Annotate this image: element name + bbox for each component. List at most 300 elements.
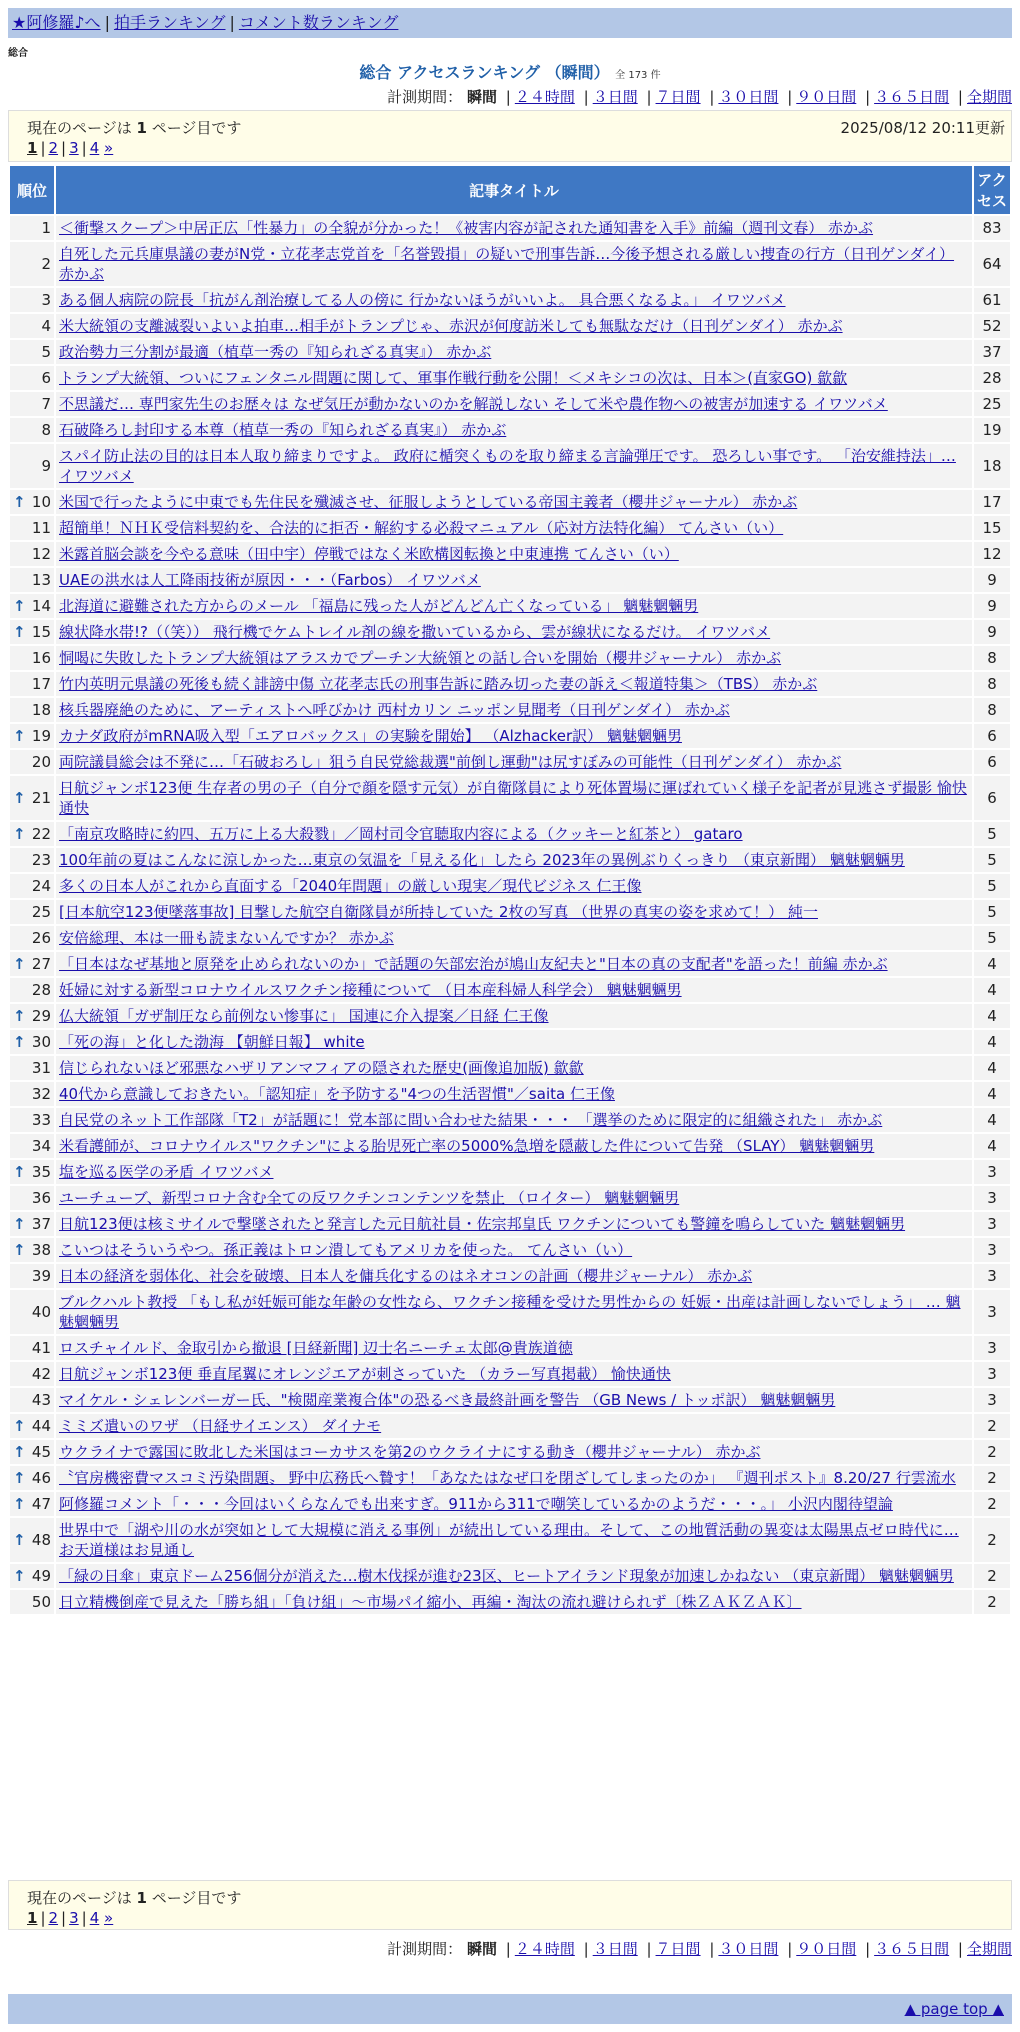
article-link[interactable]: 100年前の夏はこんなに涼しかった…東京の気温を「見える化」したら 2023年の異例ぶりくっきり （東京新聞） 魑魅魍魎男	[59, 851, 905, 869]
table-row	[10, 1186, 1010, 1210]
rank-up-icon: ↑	[13, 1531, 26, 1549]
article-link[interactable]: 信じられないほど邪悪なハザリアンマフィアの隠された歴史(画像追加版) 歙歙	[59, 1059, 584, 1077]
access-count: 5	[974, 874, 1010, 898]
article-link[interactable]: 米露首脳会談を今やる意味（田中宇）停戦ではなく米欧構図転換と中東連携 てんさい（い）	[59, 545, 679, 563]
table-row	[10, 1362, 1010, 1386]
rank-number: 41	[31, 1339, 51, 1357]
article-link[interactable]: 「緑の日傘」東京ドーム256個分が消えた…樹木伐採が進む23区、ヒートアイランド現象が加速しかねない （東京新聞） 魑魅魍魎男	[59, 1567, 954, 1585]
access-count: 4	[974, 1134, 1010, 1158]
article-link[interactable]: 「日本はなぜ基地と原発を止められないのか」で話題の矢部宏治が鳩山友紀夫と"日本の真の支配者"を語った！前編 赤かぶ	[59, 955, 888, 973]
rank-number: 33	[31, 1111, 51, 1129]
title-cell	[56, 646, 972, 670]
title-cell	[56, 750, 972, 774]
access-count: 4	[974, 1108, 1010, 1132]
period-link-24h[interactable]: ２４時間	[514, 88, 575, 106]
table-row	[10, 698, 1010, 722]
title-cell	[56, 1518, 972, 1562]
access-count: 2	[974, 1518, 1010, 1562]
access-count: 3	[974, 1336, 1010, 1360]
table-row	[10, 444, 1010, 488]
access-count: 28	[974, 366, 1010, 390]
table-row	[10, 1082, 1010, 1106]
title-cell	[56, 672, 972, 696]
table-row	[10, 1238, 1010, 1262]
rank-cell	[10, 698, 54, 722]
rank-cell	[10, 1004, 54, 1028]
period-link-30d[interactable]: ３０日間	[718, 88, 779, 106]
period-label: 計測期間：	[387, 88, 463, 106]
table-row	[10, 1414, 1010, 1438]
rank-cell	[10, 1466, 54, 1490]
table-row	[10, 1564, 1010, 1588]
rank-number: 46	[31, 1469, 51, 1487]
rank-number: 14	[31, 597, 51, 615]
article-link[interactable]: 日航ジャンボ123便 生存者の男の子（自分で顔を隠す元気）が自衛隊員により死体置場に運ばれていく様子を記者が見逃さず撮影 愉快通快	[59, 779, 967, 817]
access-count: 2	[974, 1492, 1010, 1516]
rank-number: 23	[31, 851, 51, 869]
article-link[interactable]: ＜衝撃スクープ＞中居正広「性暴力」の全貌が分かった！《被害内容が記された通知書を入手》前編（週刊文春） 赤かぶ	[59, 219, 874, 237]
rank-cell	[10, 848, 54, 872]
article-link[interactable]: 塩を巡る医学の矛盾 イワツバメ	[59, 1163, 274, 1181]
access-count: 52	[974, 314, 1010, 338]
title-cell	[56, 874, 972, 898]
table-row	[10, 1004, 1010, 1028]
rank-cell	[10, 926, 54, 950]
table-row	[10, 568, 1010, 592]
rank-cell	[10, 1564, 54, 1588]
title-cell	[56, 1336, 972, 1360]
rank-cell	[10, 1290, 54, 1334]
rank-cell	[10, 646, 54, 670]
table-row	[10, 672, 1010, 696]
rank-up-icon: ↑	[13, 1495, 26, 1513]
next-page-link[interactable]: »	[104, 139, 114, 157]
rank-cell	[10, 1492, 54, 1516]
rank-up-icon: ↑	[13, 1163, 26, 1181]
period-current: 瞬間	[466, 1940, 497, 1958]
rank-number: 8	[41, 421, 51, 439]
table-row	[10, 366, 1010, 390]
access-count: 6	[974, 724, 1010, 748]
rank-number: 24	[31, 877, 51, 895]
rank-up-icon: ↑	[13, 789, 26, 807]
rank-cell	[10, 822, 54, 846]
rank-cell	[10, 1030, 54, 1054]
access-count: 83	[974, 216, 1010, 240]
access-count: 17	[974, 490, 1010, 514]
access-count: 2	[974, 1590, 1010, 1614]
rank-cell	[10, 1186, 54, 1210]
rank-up-icon: ↑	[13, 1567, 26, 1585]
article-link[interactable]: マイケル・シェレンバーガー氏、"検閲産業複合体"の恐るべき最終計画を警告 （GB News / トッポ訳） 魑魅魍魎男	[59, 1391, 836, 1409]
article-link[interactable]: 政治勢力三分割が最適（植草一秀の『知られざる真実』） 赤かぶ	[59, 343, 492, 361]
table-row	[10, 978, 1010, 1002]
access-count: 2	[974, 1564, 1010, 1588]
table-row	[10, 952, 1010, 976]
rank-cell	[10, 978, 54, 1002]
rank-up-icon: ↑	[13, 493, 26, 511]
article-link[interactable]: 米看護師が、コロナウイルス"ワクチン"による胎児死亡率の5000%急増を隠蔽した件について告発 （SLAY） 魑魅魍魎男	[59, 1137, 875, 1155]
rank-number: 6	[41, 369, 51, 387]
table-row	[10, 490, 1010, 514]
access-count: 2	[974, 1414, 1010, 1438]
article-link[interactable]: ユーチューブ、新型コロナ含む全ての反ワクチンコンテンツを禁止 （ロイター） 魑魅魍魎男	[59, 1189, 680, 1207]
rank-number: 12	[31, 545, 51, 563]
access-count: 19	[974, 418, 1010, 442]
article-link[interactable]: ウクライナで露国に敗北した米国はコーカサスを第2のウクライナにする動き（櫻井ジャーナル） 赤かぶ	[59, 1443, 761, 1461]
access-count: 4	[974, 1082, 1010, 1106]
access-count: 9	[974, 620, 1010, 644]
title-cell	[56, 1108, 972, 1132]
rank-number: 2	[41, 255, 51, 273]
title-cell	[56, 1590, 972, 1614]
article-link[interactable]: ブルクハルト教授 「もし私が妊娠可能な年齢の女性なら、ワクチン接種を受けた男性からの 妊娠・出産は計画しないでしょう」 … 魑魅魍魎男	[59, 1293, 961, 1331]
table-row	[10, 724, 1010, 748]
title-cell	[56, 490, 972, 514]
title-cell	[56, 1186, 972, 1210]
title-cell	[56, 776, 972, 820]
article-link[interactable]: こいつはそういうやつ。孫正義はトロン潰してもアメリカを使った。 てんさい（い）	[59, 1241, 633, 1259]
rank-cell	[10, 516, 54, 540]
access-count: 8	[974, 698, 1010, 722]
updated-time: 2025/08/12 20:11更新	[840, 119, 1005, 137]
rank-cell	[10, 1362, 54, 1386]
page-links: 1 | 2 | 3 | 4 »	[27, 139, 114, 157]
period-link-90d[interactable]: ９０日間	[796, 1940, 857, 1958]
access-count: 8	[974, 646, 1010, 670]
article-link[interactable]: 石破降ろし封印する本尊（植草一秀の『知られざる真実』） 赤かぶ	[59, 421, 507, 439]
period-link-365d[interactable]: ３６５日間	[874, 88, 950, 106]
access-count: 3	[974, 1264, 1010, 1288]
article-link[interactable]: 仏大統領「ガザ制圧なら前例ない惨事に」 国連に介入提案／日経 仁王像	[59, 1007, 549, 1025]
rank-number: 11	[31, 519, 51, 537]
article-link[interactable]: 妊婦に対する新型コロナウイルスワクチン接種について （日本産科婦人科学会） 魑魅魍魎男	[59, 981, 682, 999]
rank-cell	[10, 1160, 54, 1184]
article-link[interactable]: 日航ジャンボ123便 垂直尾翼にオレンジエアが刺さっていた （カラー写真掲載） 愉快通快	[59, 1365, 671, 1383]
period-link-365d[interactable]: ３６５日間	[874, 1940, 950, 1958]
rank-number: 3	[41, 291, 51, 309]
title-cell	[56, 1264, 972, 1288]
article-link[interactable]: ミミズ遣いのワザ （日経サイエンス） ダイナモ	[59, 1417, 382, 1435]
rank-number: 45	[31, 1443, 51, 1461]
rank-number: 32	[31, 1085, 51, 1103]
rank-cell	[10, 620, 54, 644]
table-row	[10, 392, 1010, 416]
title-cell	[56, 1290, 972, 1334]
article-link[interactable]: 核兵器廃絶のために、アーティストへ呼びかけ 西村カリン ニッポン見聞考（日刊ゲンダイ） 赤かぶ	[59, 701, 730, 719]
rank-number: 15	[31, 623, 51, 641]
rank-cell	[10, 1134, 54, 1158]
period-link-7d[interactable]: ７日間	[655, 1940, 701, 1958]
article-link[interactable]: 自死した元兵庫県議の妻がN党・立花孝志党首を「名誉毀損」の疑いで刑事告訴…今後予想される厳しい捜査の行方（日刊ゲンダイ） 赤かぶ	[59, 245, 955, 283]
title-cell	[56, 926, 972, 950]
rank-number: 4	[41, 317, 51, 335]
rank-cell	[10, 1212, 54, 1236]
page-link-4[interactable]: 4	[89, 1909, 100, 1927]
table-row	[10, 242, 1010, 286]
rank-cell	[10, 874, 54, 898]
page-link-3[interactable]: 3	[69, 139, 79, 157]
header-rank: 順位	[10, 166, 54, 214]
rank-up-icon: ↑	[13, 955, 26, 973]
article-link[interactable]: 超簡単！ＮＨＫ受信料契約を、合法的に拒否・解約する必殺マニュアル（応対方法特化編） てんさい（い）	[59, 519, 784, 537]
rank-number: 29	[31, 1007, 51, 1025]
access-count: 5	[974, 926, 1010, 950]
title-cell	[56, 1030, 972, 1054]
page-link-4[interactable]: 4	[89, 139, 100, 157]
article-link[interactable]: 米国で行ったように中東でも先住民を殲滅させ、征服しようとしている帝国主義者（櫻井ジャーナル） 赤かぶ	[59, 493, 798, 511]
article-link[interactable]: 世界中で「湖や川の水が突如として大規模に消える事例」が続出している理由。そして、この地質活動の異変は太陽黒点ゼロ時代に… お天道様はお見通し	[59, 1521, 959, 1559]
access-count: 25	[974, 392, 1010, 416]
access-count: 18	[974, 444, 1010, 488]
title-cell	[56, 1160, 972, 1184]
article-link[interactable]: 竹内英明元県議の死後も続く誹謗中傷 立花孝志氏の刑事告訴に踏み切った妻の訴え＜報道特集＞（TBS） 赤かぶ	[59, 675, 818, 693]
title-cell	[56, 620, 972, 644]
article-link[interactable]: 日航123便は核ミサイルで撃墜されたと発言した元日航社員・佐宗邦皇氏 ワクチンについても警鐘を鳴らしていた 魑魅魍魎男	[59, 1215, 906, 1233]
article-link[interactable]: 自民党のネット工作部隊「T2」が話題に！党本部に問い合わせた結果・・・ 「選挙のために限定的に組織された」 赤かぶ	[59, 1111, 883, 1129]
rank-number: 34	[31, 1137, 51, 1155]
rank-up-icon: ↑	[13, 727, 26, 745]
rank-number: 40	[31, 1303, 51, 1321]
article-link[interactable]: 「南京攻略時に約四、五万に上る大殺戮」／岡村司令官聴取内容による（クッキーと紅茶と） gataro	[59, 825, 743, 843]
period-link-all[interactable]: 全期間	[966, 1940, 1012, 1958]
article-link[interactable]: 「死の海」と化した渤海 【朝鮮日報】 white	[59, 1033, 365, 1051]
rank-cell	[10, 1264, 54, 1288]
access-count: 4	[974, 978, 1010, 1002]
title-cell	[56, 392, 972, 416]
home-link[interactable]: ★阿修羅♪へ	[12, 13, 101, 32]
article-link[interactable]: 北海道に避難された方からのメール 「福島に残った人がどんどん亡くなっている」 魑魅魍魎男	[59, 597, 699, 615]
rank-cell	[10, 776, 54, 820]
table-row	[10, 418, 1010, 442]
period-link-90d[interactable]: ９０日間	[796, 88, 857, 106]
comment-ranking-link[interactable]: コメント数ランキング	[238, 13, 399, 32]
table-row	[10, 1388, 1010, 1412]
header-access: アクセス	[974, 166, 1010, 214]
rank-number: 42	[31, 1365, 51, 1383]
rank-number: 18	[31, 701, 51, 719]
table-row	[10, 1590, 1010, 1614]
ranking-table	[8, 164, 1012, 1616]
access-count: 3	[974, 1160, 1010, 1184]
rank-number: 31	[31, 1059, 51, 1077]
access-count: 3	[974, 1212, 1010, 1236]
title-cell	[56, 724, 972, 748]
page-top-link[interactable]: ▲ page top ▲	[904, 2000, 1004, 2018]
table-row	[10, 340, 1010, 364]
rank-cell	[10, 340, 54, 364]
access-count: 61	[974, 288, 1010, 312]
rank-cell	[10, 1082, 54, 1106]
article-link[interactable]: トランプ大統領、ついにフェンタニル問題に関して、軍事作戦行動を公開！＜メキシコの次は、日本＞(直家GO) 歙歙	[59, 369, 848, 387]
rank-cell	[10, 900, 54, 924]
title-cell	[56, 978, 972, 1002]
page-link-current: 1	[27, 1909, 38, 1927]
rank-number: 10	[31, 493, 51, 511]
rank-number: 20	[31, 753, 51, 771]
page-link-2[interactable]: 2	[48, 1909, 59, 1927]
bottom-bar	[8, 1994, 1012, 2024]
article-link[interactable]: 米大統領の支離滅裂いよいよ拍車…相手がトランプじゃ、赤沢が何度訪米しても無駄なだけ（日刊ゲンダイ） 赤かぶ	[59, 317, 843, 335]
title-cell	[56, 1362, 972, 1386]
current-page-text-bottom: 現在のページは 1 ページ目です	[27, 1889, 242, 1907]
period-link-3d[interactable]: ３日間	[592, 88, 638, 106]
rank-number: 26	[31, 929, 51, 947]
rank-number: 47	[31, 1495, 51, 1513]
rank-cell	[10, 1590, 54, 1614]
title-cell	[56, 444, 972, 488]
article-link[interactable]: [日本航空123便墜落事故] 目撃した航空自衛隊員が所持していた 2枚の写真 （世界の真実の姿を求めて！） 純一	[59, 903, 818, 921]
title-cell	[56, 1082, 972, 1106]
access-count: 5	[974, 900, 1010, 924]
article-link[interactable]: 40代から意識しておきたい。「認知症」を予防する"4つの生活習慣"／saita 仁王像	[59, 1085, 615, 1103]
article-link[interactable]: ロスチャイルド、金取引から撤退 [日経新聞] 辺士名ニーチェ太郎@貴族道徳	[59, 1339, 573, 1357]
access-count: 3	[974, 1388, 1010, 1412]
page-link-3[interactable]: 3	[69, 1909, 79, 1927]
rank-number: 19	[31, 727, 51, 745]
rank-cell	[10, 1108, 54, 1132]
rank-up-icon: ↑	[13, 1417, 26, 1435]
access-count: 64	[974, 242, 1010, 286]
rank-up-icon: ↑	[13, 597, 26, 615]
article-link[interactable]: 線状降水帯!?（（笑）） 飛行機でケムトレイル剤の線を撒いているから、雲が線状になるだけ。 イワツバメ	[59, 623, 771, 641]
rank-up-icon: ↑	[13, 1007, 26, 1025]
rank-number: 38	[31, 1241, 51, 1259]
rank-cell	[10, 1414, 54, 1438]
rank-cell	[10, 444, 54, 488]
rank-cell	[10, 314, 54, 338]
article-link[interactable]: ある個人病院の院長「抗がん剤治療してる人の傍に 行かないほうがいいよ。 具合悪くなるよ。」 イワツバメ	[59, 291, 786, 309]
article-link[interactable]: スパイ防止法の目的は日本人取り締まりですよ。 政府に楯突くものを取り締まる言論弾圧です。 恐ろしい事です。 「治安維持法」… イワツバメ	[59, 447, 956, 485]
article-link[interactable]: 阿修羅コメント「・・・今回はいくらなんでも出来すぎ。911から311で嘲笑しているかのようだ・・・。」 小沢内閣待望論	[59, 1495, 893, 1513]
pager-top	[8, 110, 1012, 162]
article-link[interactable]: カナダ政府がmRNA吸入型「エアロバックス」の実験を開始】 （Alzhacker訳） 魑魅魍魎男	[59, 727, 682, 745]
article-link[interactable]: 日立精機倒産で見えた「勝ち組」「負け組」～市場パイ縮小、再編・淘汰の流れ避けられず〔株ＺＡＫＺＡＫ〕	[59, 1593, 802, 1611]
article-link[interactable]: 恫喝に失敗したトランプ大統領はアラスカでプーチン大統領との話し合いを開始（櫻井ジャーナル） 赤かぶ	[59, 649, 782, 667]
rank-cell	[10, 1336, 54, 1360]
access-count: 4	[974, 1056, 1010, 1080]
period-link-24h[interactable]: ２４時間	[514, 1940, 575, 1958]
table-row	[10, 314, 1010, 338]
section-label: 総合	[8, 48, 28, 59]
applause-ranking-link[interactable]: 拍手ランキング	[113, 13, 226, 32]
table-row	[10, 516, 1010, 540]
access-count: 4	[974, 952, 1010, 976]
rank-number: 30	[31, 1033, 51, 1051]
rank-cell	[10, 952, 54, 976]
rank-number: 1	[41, 219, 51, 237]
access-count: 5	[974, 822, 1010, 846]
title-cell	[56, 900, 972, 924]
rank-cell	[10, 594, 54, 618]
rank-number: 35	[31, 1163, 51, 1181]
article-link[interactable]: 〝官房機密費マスコミ汚染問題〟 野中広務氏へ贄す！「あなたはなぜ口を閉ざしてしまったのか」 『週刊ポスト』8.20/27 行雲流水	[59, 1469, 956, 1487]
rank-cell	[10, 542, 54, 566]
next-page-link[interactable]: »	[104, 1909, 114, 1927]
article-link[interactable]: 多くの日本人がこれから直面する「2040年問題」の厳しい現実／現代ビジネス 仁王像	[59, 877, 642, 895]
title-cell	[56, 1492, 972, 1516]
title-cell	[56, 1212, 972, 1236]
page-link-2[interactable]: 2	[48, 139, 59, 157]
table-row	[10, 1336, 1010, 1360]
title-cell	[56, 1134, 972, 1158]
nav-separator: |	[104, 13, 110, 32]
access-count: 3	[974, 1238, 1010, 1262]
table-row	[10, 216, 1010, 240]
rank-number: 21	[31, 789, 51, 807]
page-link-current: 1	[27, 139, 38, 157]
period-link-3d[interactable]: ３日間	[592, 1940, 638, 1958]
title-cell	[56, 952, 972, 976]
table-row	[10, 1212, 1010, 1236]
period-link-7d[interactable]: ７日間	[655, 88, 701, 106]
rank-number: 9	[41, 457, 51, 475]
rank-cell	[10, 1238, 54, 1262]
page-title-text: 総合 アクセスランキング （瞬間）	[359, 63, 610, 82]
title-cell	[56, 568, 972, 592]
title-cell	[56, 366, 972, 390]
title-cell	[56, 1564, 972, 1588]
article-link[interactable]: 不思議だ… 専門家先生のお歴々は なぜ気圧が動かないのかを解説しない そして米や農作物への被害が加速する イワツバメ	[59, 395, 888, 413]
page-links-bottom: 1 | 2 | 3 | 4 »	[27, 1909, 114, 1927]
ranking-body	[10, 216, 1010, 1614]
rank-up-icon: ↑	[13, 1241, 26, 1259]
rank-cell	[10, 216, 54, 240]
rank-cell	[10, 750, 54, 774]
table-row	[10, 822, 1010, 846]
rank-cell	[10, 1518, 54, 1562]
access-count: 4	[974, 1004, 1010, 1028]
table-row	[10, 874, 1010, 898]
rank-up-icon: ↑	[13, 623, 26, 641]
access-count: 6	[974, 776, 1010, 820]
period-link-all[interactable]: 全期間	[966, 88, 1012, 106]
rank-number: 28	[31, 981, 51, 999]
rank-cell	[10, 1056, 54, 1080]
access-count: 5	[974, 848, 1010, 872]
table-row	[10, 1030, 1010, 1054]
title-cell	[56, 1414, 972, 1438]
table-row	[10, 1440, 1010, 1464]
title-cell	[56, 1056, 972, 1080]
rank-cell	[10, 490, 54, 514]
article-link[interactable]: 日本の経済を弱体化、社会を破壊、日本人を傭兵化するのはネオコンの計画（櫻井ジャーナル） 赤かぶ	[59, 1267, 753, 1285]
rank-cell	[10, 242, 54, 286]
table-row	[10, 646, 1010, 670]
rank-number: 48	[31, 1531, 51, 1549]
pager-bottom	[8, 1880, 1012, 1930]
rank-cell	[10, 568, 54, 592]
title-cell	[56, 822, 972, 846]
article-link[interactable]: UAEの洪水は人工降雨技術が原因・・・（Farbos） イワツバメ	[59, 571, 481, 589]
table-row	[10, 776, 1010, 820]
table-row	[10, 542, 1010, 566]
article-link[interactable]: 両院議員総会は不発に…「石破おろし」狙う自民党総裁選"前倒し運動"は尻すぼみの可能性（日刊ゲンダイ） 赤かぶ	[59, 753, 842, 771]
article-link[interactable]: 安倍総理、本は一冊も読まないんですか？ 赤かぶ	[59, 929, 394, 947]
table-row	[10, 926, 1010, 950]
table-row	[10, 750, 1010, 774]
period-current: 瞬間	[466, 88, 497, 106]
access-count: 15	[974, 516, 1010, 540]
title-cell	[56, 242, 972, 286]
rank-cell	[10, 672, 54, 696]
rank-cell	[10, 392, 54, 416]
rank-number: 43	[31, 1391, 51, 1409]
access-count: 3	[974, 1290, 1010, 1334]
title-cell	[56, 698, 972, 722]
period-link-30d[interactable]: ３０日間	[718, 1940, 779, 1958]
access-count: 4	[974, 1030, 1010, 1054]
